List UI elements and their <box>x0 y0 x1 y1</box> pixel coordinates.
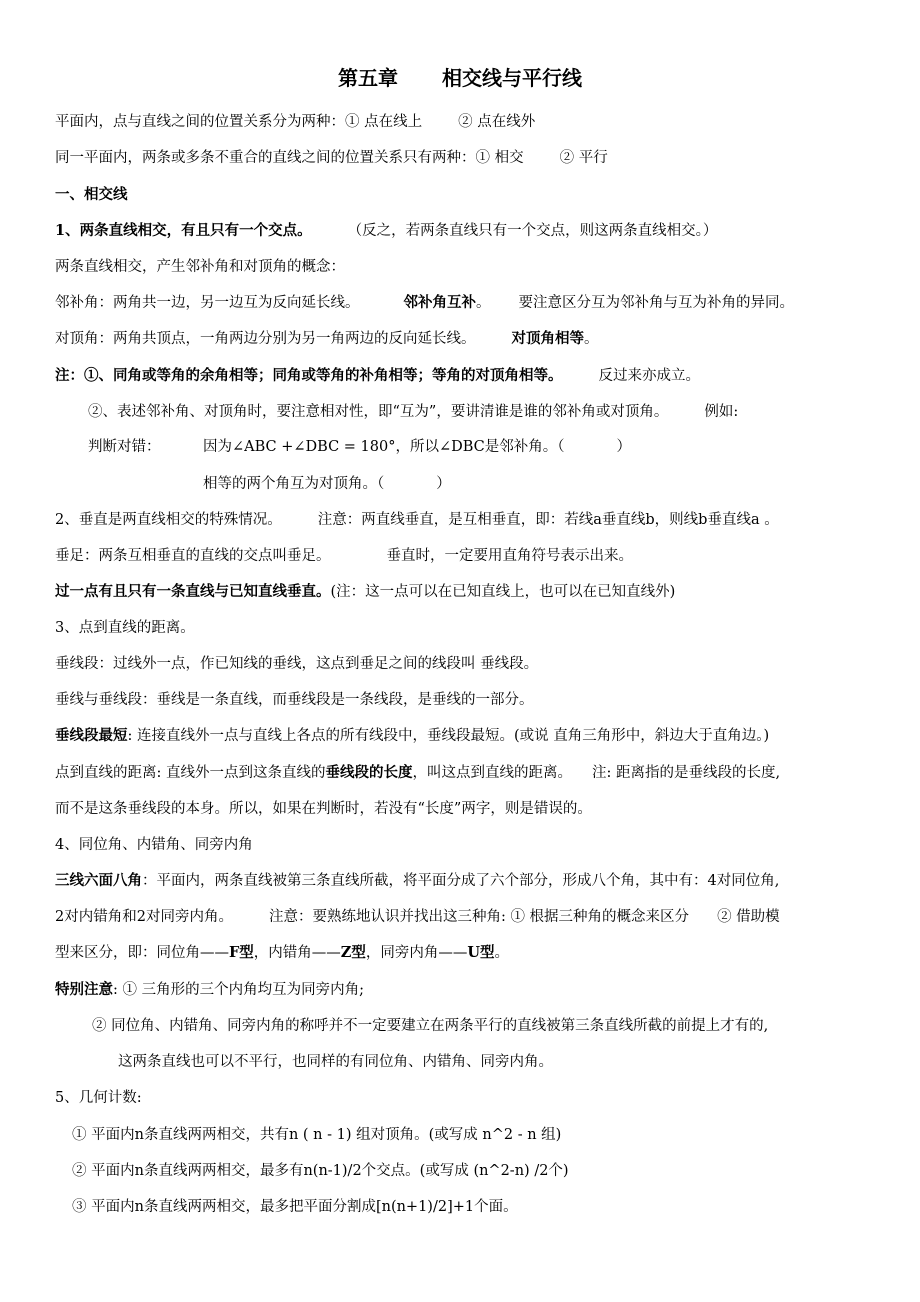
counting-item-3: ③ 平面内n条直线两两相交，最多把平面分割成[n(n+1)/2]+1个面。 <box>72 1199 518 1215</box>
intro-line-1: 平面内，点与直线之间的位置关系分为两种：① 点在线上 ② 点在线外 <box>55 114 536 130</box>
note-1: 注：①、同角或等角的余角相等；同角或等角的补角相等；等角的对顶角相等。 反过来亦成立。 <box>55 367 700 384</box>
distance-definition: 点到直线的距离: 直线外一点到这条直线的垂线段的长度，叫这点到直线的距离。 注: 距离指的是垂线段的长度, <box>55 764 781 781</box>
note-2: ②、表述邻补角、对顶角时，要注意相对性，即“互为”，要讲清谁是谁的邻补角或对顶角。 例如: <box>88 404 739 420</box>
judge-item-2: 相等的两个角互为对顶角。（ ） <box>203 476 451 492</box>
special-note-2: ② 同位角、内错角、同旁内角的称呼并不一定要建立在两条平行的直线被第三条直线所截的前提上才有的, <box>92 1018 769 1034</box>
section-heading-intersecting-lines: 一、相交线 <box>55 186 128 203</box>
counting-item-2: ② 平面内n条直线两两相交，最多有n(n-1)/2个交点。(或写成 (n^2-n) /2个) <box>72 1163 569 1179</box>
special-note-3: 这两条直线也可以不平行，也同样的有同位角、内错角、同旁内角。 <box>118 1054 553 1070</box>
shortest-segment: 垂线段最短: 连接直线外一点与直线上各点的所有线段中，垂线段最短。(或说 直角三角形中，斜边大于直角边。) <box>55 727 770 744</box>
section-heading-distance: 3、点到直线的距离。 <box>55 620 195 636</box>
perpendicular-paragraph: 2、垂直是两直线相交的特殊情况。 注意：两直线垂直，是互相垂直，即：若线a垂直线b，则线b垂直线a 。 <box>55 512 779 528</box>
intro-line-2: 同一平面内，两条或多条不重合的直线之间的位置关系只有两种：① 相交 ② 平行 <box>55 150 608 166</box>
chapter-topic: 相交线与平行线 <box>442 66 582 90</box>
chapter-number: 第五章 <box>338 66 398 90</box>
section-heading-angles: 4、同位角、内错角、同旁内角 <box>55 837 253 853</box>
vertical-angles-definition: 对顶角：两角共顶点，一角两边分别为另一角两边的反向延长线。 对顶角相等。 <box>55 330 599 347</box>
model-shapes-paragraph: 型来区分，即：同位角——F型，内错角——Z型，同旁内角——U型。 <box>55 944 510 961</box>
perpendicular-vs-segment: 垂线与垂线段：垂线是一条直线，而垂线段是一条线段，是垂线的一部分。 <box>55 692 534 708</box>
unique-perpendicular: 过一点有且只有一条直线与已知直线垂直。(注：这一点可以在已知直线上，也可以在已知直线外) <box>55 583 676 600</box>
three-lines-paragraph: 三线六面八角：平面内，两条直线被第三条直线所截，将平面分成了六个部分，形成八个角，其中有：4对同位角, <box>55 872 780 889</box>
counting-item-1: ① 平面内n条直线两两相交，共有n ( n - 1) 组对顶角。(或写成 n^2 - n 组) <box>72 1127 562 1143</box>
distance-note-continued: 而不是这条垂线段的本身。所以，如果在判断时，若没有“长度”两字，则是错误的。 <box>55 801 592 817</box>
angle-pairs-paragraph: 2对内错角和2对同旁内角。 注意：要熟练地认识并找出这三种角: ① 根据三种角的概念来区分 ② 借助模 <box>55 909 780 925</box>
judge-label: 判断对错： <box>88 439 161 455</box>
judge-item-1: 因为∠ABC +∠DBC = 180°，所以∠DBC是邻补角。（ ） <box>203 439 632 455</box>
paragraph-concepts: 两条直线相交，产生邻补角和对顶角的概念： <box>55 259 345 275</box>
section-heading-counting: 5、几何计数: <box>55 1090 142 1106</box>
paragraph-1: 1、两条直线相交，有且只有一个交点。 （反之，若两条直线只有一个交点，则这两条直线相交。） <box>55 222 718 239</box>
perpendicular-segment-definition: 垂线段：过线外一点，作已知线的垂线，这点到垂足之间的线段叫 垂线段。 <box>55 656 539 672</box>
special-note: 特别注意: ① 三角形的三个内角均互为同旁内角; <box>55 981 364 998</box>
chapter-title <box>0 62 920 91</box>
adjacent-supplementary-definition: 邻补角：两角共一边，另一边互为反向延长线。 邻补角互补。 要注意区分互为邻补角与互为补角的异同。 <box>55 294 794 311</box>
foot-of-perpendicular: 垂足：两条互相垂直的直线的交点叫垂足。 垂直时，一定要用直角符号表示出来。 <box>55 548 633 564</box>
